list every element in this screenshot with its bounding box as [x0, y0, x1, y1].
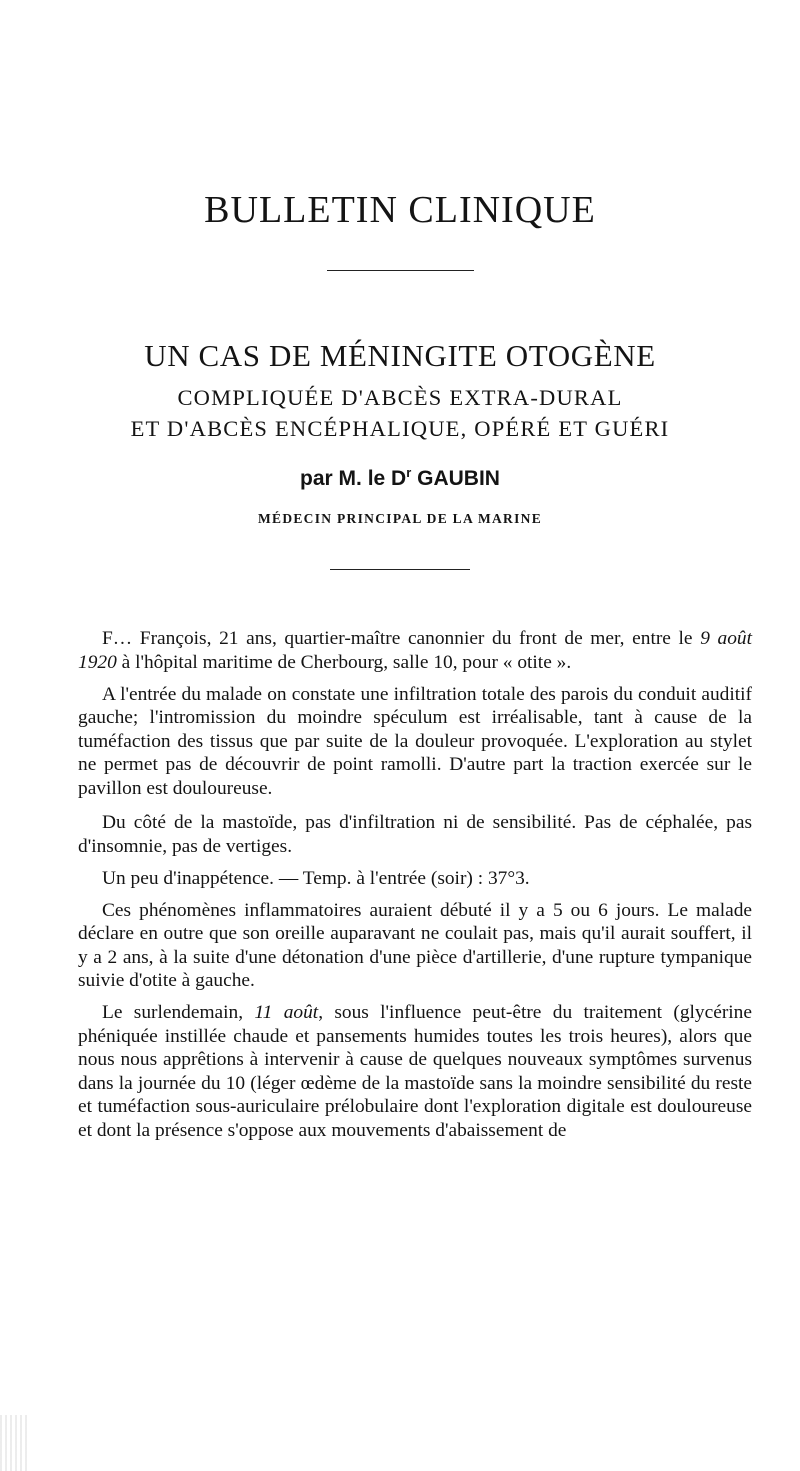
paragraph-6: Le surlendemain, 11 août, sous l'influence peut-être du traitement (glycérine phéniquée instillée chaude et pansements humides toutes les trois heures), alors que nous nous apprêtions à intervenir à cause de quelques nouveaux symptômes survenus dans la journée du 10 (léger œdème de la mastoïde sans la moindre sensibilité du reste et tuméfaction sous-auriculaire prélobulaire dont l'exploration digitale est douloureuse et dont la présence s'oppose aux mouvements d'abaissement de	[78, 1002, 752, 1141]
date-admission: 9 août 1920	[78, 628, 752, 673]
article-title: UN CAS DE MÉNINGITE OTOGÈNE	[144, 338, 656, 373]
date-followup: 11 août	[254, 1002, 319, 1023]
paragraph-2: A l'entrée du malade on constate une infiltration totale des parois du conduit auditif gauche; l'intromission du moindre spéculum est irréalisable, tant à cause de la tuméfaction des tissus que par suite de la douleur provoquée. L'exploration au stylet ne permet pas de découvrir de point ramolli. D'autre part la traction exercée sur le pavillon est douloureuse.	[78, 683, 752, 799]
author-name: GAUBIN	[411, 467, 500, 490]
article-body	[78, 627, 752, 1151]
paragraph-1: F… François, 21 ans, quartier-maître canonnier du front de mer, entre le 9 août 1920 à l'hôpital maritime de Cherbourg, salle 10, pour « otite ».	[78, 628, 752, 673]
paragraph-3: Du côté de la mastoïde, pas d'infiltration ni de sensibilité. Pas de céphalée, pas d'insomnie, pas de vertiges.	[78, 812, 752, 857]
scan-edge-artifact	[0, 1415, 30, 1471]
title-divider-bottom	[330, 569, 470, 570]
byline-prefix: par M. le D	[300, 467, 407, 490]
author-affiliation: MÉDECIN PRINCIPAL DE LA MARINE	[257, 511, 543, 526]
paragraph-5: Ces phénomènes inflammatoires auraient débuté il y a 5 ou 6 jours. Le malade déclare en outre que son oreille auparavant ne coulait pas, mais qu'il aurait souffert, il y a 2 ans, à la suite d'une détonation d'une pièce d'artillerie, d'une rupture tympanique suivie d'otite à gauche.	[78, 899, 752, 991]
title-divider-top	[327, 270, 474, 271]
byline-superscript: r	[406, 465, 412, 480]
paragraph-4: Un peu d'inappétence. — Temp. à l'entrée (soir) : 37°3.	[102, 867, 530, 889]
section-title: BULLETIN CLINIQUE	[204, 189, 596, 231]
article-subtitle-line-2: ET D'ABCÈS ENCÉPHALIQUE, OPÉRÉ ET GUÉRI	[130, 416, 670, 441]
author-byline	[0, 458, 800, 494]
article-subtitle-line-1: COMPLIQUÉE D'ABCÈS EXTRA-DURAL	[177, 385, 623, 410]
